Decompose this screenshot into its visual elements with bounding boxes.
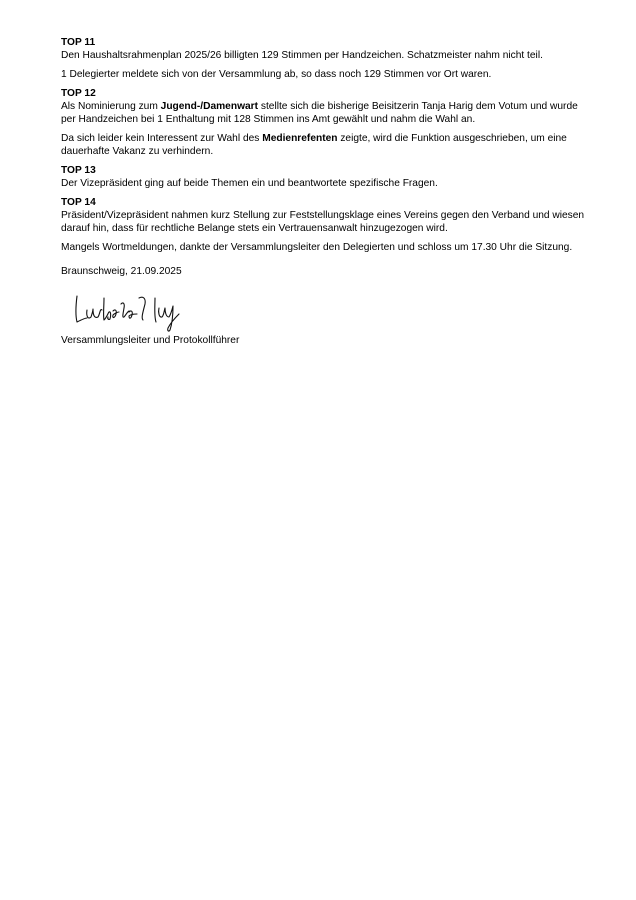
paragraph: Mangels Wortmeldungen, dankte der Versammlungsleiter den Delegierten und schloss um 17.30 Uhr die Sitzung.	[61, 242, 573, 253]
bold-role-jugendwart: Jugend-/Damenwart	[160, 101, 259, 112]
section-heading-top-11: TOP 11	[61, 37, 96, 48]
paragraph: Als Nominierung zum Jugend-/Damenwart stellte sich die bisherige Beisitzerin Tanja Harig dem Votum und wurde per Handzeichen bei 1 Enthaltung mit 128 Stimmen ins Amt gewählt und nahm die Wahl an.	[61, 101, 578, 125]
paragraph: Der Vizepräsident ging auf beide Themen ein und beantwortete spezifische Fragen.	[61, 178, 438, 189]
section-heading-top-12: TOP 12	[61, 88, 96, 99]
place-date: Braunschweig, 21.09.2025	[61, 266, 182, 277]
paragraph: Präsident/Vizepräsident nahmen kurz Stellung zur Feststellungsklage eines Vereins gegen den Verband und wiesen darauf hin, dass für rechtliche Belange stets ein Vertrauensanwalt hinzugezogen wird.	[61, 210, 585, 234]
document-page	[61, 36, 591, 347]
handwritten-signature	[71, 284, 201, 334]
bold-role-medienreferent: Medienrefenten	[262, 133, 338, 144]
paragraph: Den Haushaltsrahmenplan 2025/26 billigten 129 Stimmen per Handzeichen. Schatzmeister nahm nicht teil.	[61, 50, 543, 61]
section-heading-top-13: TOP 13	[61, 165, 96, 176]
paragraph: Da sich leider kein Interessent zur Wahl des Medienrefenten zeigte, wird die Funktion ausgeschrieben, um eine dauerhafte Vakanz zu verhindern.	[61, 133, 567, 157]
section-heading-top-14: TOP 14	[61, 197, 96, 208]
signature-role: Versammlungsleiter und Protokollführer	[61, 335, 240, 346]
paragraph: 1 Delegierter meldete sich von der Versammlung ab, so dass noch 129 Stimmen vor Ort waren.	[61, 69, 492, 80]
